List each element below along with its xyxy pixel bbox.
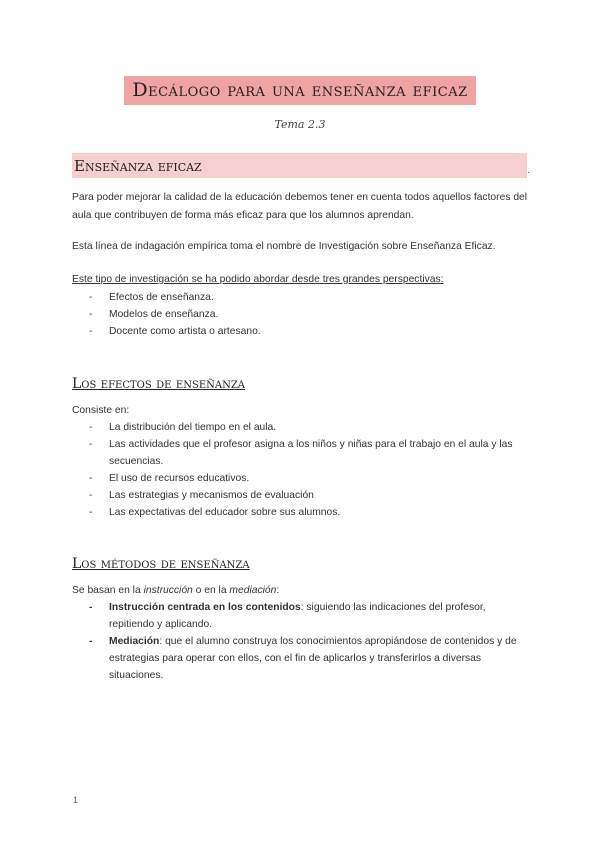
list-item — [72, 306, 532, 323]
page-number: 1 — [73, 795, 79, 805]
italic-mediacion: mediación — [229, 585, 277, 596]
heading-efectos: Los efectos de enseñanza — [72, 376, 246, 392]
list-item-bold: Mediación — [109, 636, 160, 647]
dash-bullet: - — [89, 292, 93, 303]
paragraph-linea: Esta línea de indagación empírica toma el nombre de Investigación sobre Enseñanza Eficaz. — [72, 241, 496, 252]
list-item — [72, 504, 532, 521]
paragraph-calidad: Para poder mejorar la calidad de la educación debemos tener en cuenta todos aquellos factores del aula que contribuyen de forma más eficaz para que los alumnos aprendan. — [72, 192, 528, 221]
document-title: Decálogo para una enseñanza eficaz — [124, 76, 475, 105]
section-heading-bar — [72, 153, 530, 178]
list-item-text: La distribución del tiempo en el aula. — [109, 422, 277, 433]
list-item — [72, 289, 532, 306]
dash-bullet: - — [89, 636, 93, 647]
list-item-text: Modelos de enseñanza. — [109, 309, 219, 320]
list-item-text: : siguiendo las indicaciones del profesor, repitiendo y aplicando. — [109, 602, 486, 630]
document-subtitle: Tema 2.3 — [274, 118, 326, 131]
efectos-list — [72, 419, 532, 521]
text-fragment: Se basan en la — [72, 585, 144, 596]
paragraph-perspectivas: Este tipo de investigación se ha podido abordar desde tres grandes perspectivas: — [72, 274, 444, 285]
metodos-list — [72, 599, 532, 684]
text-fragment: : — [276, 585, 280, 596]
list-item-bold: Instrucción centrada en los contenidos — [109, 602, 301, 613]
paragraph-consiste: Consiste en: — [72, 405, 130, 416]
italic-instruccion: instrucción — [143, 585, 193, 596]
list-item-text: Las estrategias y mecanismos de evaluación — [109, 490, 314, 501]
perspectives-list — [72, 289, 532, 340]
list-item — [72, 470, 532, 487]
dash-bullet: - — [89, 326, 93, 337]
list-item-text: Docente como artista o artesano. — [109, 326, 261, 337]
dash-bullet: - — [89, 490, 93, 501]
list-item-text: : que el alumno construya los conocimientos apropiándose de contenidos y de estrategias para operar con ellos, con el fin de aplicarlos y transferirlos a diversas situaciones. — [109, 636, 517, 681]
paragraph-se-basan — [72, 582, 532, 600]
dash-bullet: - — [89, 602, 93, 613]
heading-metodos: Los métodos de enseñanza — [72, 556, 250, 572]
list-item-text: El uso de recursos educativos. — [109, 473, 250, 484]
dash-bullet: - — [89, 439, 93, 450]
dash-bullet: - — [89, 309, 93, 320]
list-item — [72, 599, 532, 633]
list-item-text: Las actividades que el profesor asigna a los niños y niñas para el trabajo en el aula y las secuencias. — [109, 439, 513, 467]
heading-trailing-dot: . — [527, 165, 530, 176]
list-item — [72, 419, 532, 436]
list-item — [72, 487, 532, 504]
dash-bullet: - — [89, 422, 93, 433]
text-fragment: o en la — [192, 585, 230, 596]
list-item — [72, 323, 532, 340]
list-item — [72, 633, 532, 684]
list-item-text: Las expectativas del educador sobre sus alumnos. — [109, 507, 341, 518]
dash-bullet: - — [89, 507, 93, 518]
dash-bullet: - — [89, 473, 93, 484]
list-item — [72, 436, 532, 470]
list-item-text: Efectos de enseñanza. — [109, 292, 214, 303]
title-container — [0, 76, 600, 105]
section-heading-ensenanza-eficaz: Enseñanza eficaz — [74, 157, 202, 175]
